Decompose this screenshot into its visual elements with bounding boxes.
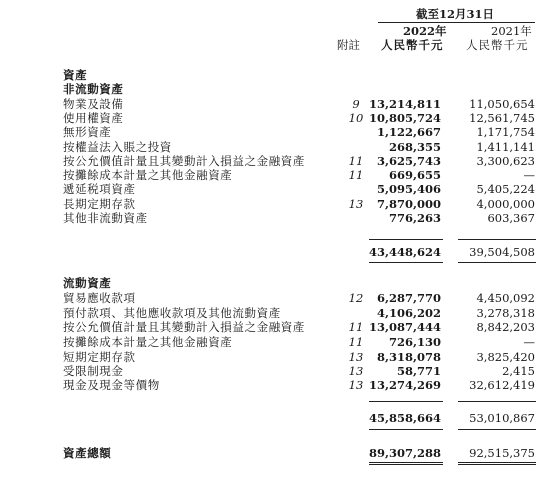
row-label: 其他非流動資產 bbox=[63, 211, 148, 225]
row-value-2021: 5,405,224 bbox=[476, 182, 535, 196]
non-current-total-2021: 39,504,508 bbox=[469, 245, 535, 259]
current-subtotal-rule-2022 bbox=[369, 401, 443, 402]
note-column-header: 附註 bbox=[337, 38, 360, 52]
row-label: 現金及現金等價物 bbox=[63, 378, 160, 392]
row-value-2022: 13,274,269 bbox=[368, 378, 441, 392]
row-value-2021: — bbox=[523, 168, 535, 182]
row-value-2022: 58,771 bbox=[396, 364, 441, 378]
row-note: 10 bbox=[348, 111, 364, 125]
year-2021-header: 2021年 bbox=[491, 24, 532, 38]
row-label: 使用權資產 bbox=[63, 111, 124, 125]
row-label: 按公允價值計量且其變動計入損益之金融資產 bbox=[63, 154, 305, 168]
current-total-bottom-rule-2022 bbox=[369, 429, 443, 430]
row-value-2021: 4,000,000 bbox=[476, 197, 535, 211]
row-value-2022: 8,318,078 bbox=[376, 350, 441, 364]
row-note: 9 bbox=[352, 97, 360, 111]
row-label: 遞延税項資產 bbox=[63, 182, 136, 196]
row-label: 按攤餘成本計量之其他金融資產 bbox=[63, 168, 233, 182]
row-value-2021: 4,450,092 bbox=[476, 291, 535, 305]
row-value-2021: 32,612,419 bbox=[469, 378, 535, 392]
row-label: 按公允價值計量且其變動計入損益之金融資產 bbox=[63, 320, 305, 334]
row-value-2021: 3,278,318 bbox=[476, 306, 535, 320]
row-value-2022: 776,263 bbox=[388, 211, 441, 225]
non-current-total-bottom-rule-2021 bbox=[458, 262, 536, 263]
row-label: 預付款項、其他應收款項及其他流動資產 bbox=[63, 306, 281, 320]
row-note: 13 bbox=[348, 197, 364, 211]
row-note: 12 bbox=[348, 291, 364, 305]
row-label: 短期定期存款 bbox=[63, 350, 136, 364]
row-label: 貿易應收款項 bbox=[63, 291, 136, 305]
row-label: 長期定期存款 bbox=[63, 197, 136, 211]
period-header: 截至12月31日 bbox=[416, 7, 495, 21]
row-note: 13 bbox=[348, 364, 364, 378]
non-current-subtotal-rule-2022 bbox=[369, 239, 443, 240]
grand-total-2022: 89,307,288 bbox=[368, 446, 441, 460]
year-2022-header: 2022年 bbox=[403, 24, 447, 38]
row-value-2022: 7,870,000 bbox=[376, 197, 441, 211]
row-value-2021: 3,825,420 bbox=[476, 350, 535, 364]
row-value-2022: 3,625,743 bbox=[376, 154, 441, 168]
row-note: 13 bbox=[348, 378, 364, 392]
grand-total-label: 資產總額 bbox=[63, 446, 112, 460]
grand-total-double-rule-2021 bbox=[458, 462, 536, 465]
assets-title: 資產 bbox=[63, 68, 88, 82]
row-value-2022: 268,355 bbox=[388, 140, 441, 154]
current-total-2022: 45,858,664 bbox=[368, 411, 441, 425]
row-note: 11 bbox=[348, 335, 364, 349]
grand-total-double-rule-2022 bbox=[369, 462, 443, 465]
row-value-2022: 1,122,667 bbox=[376, 125, 441, 139]
row-label: 受限制現金 bbox=[63, 364, 124, 378]
row-value-2022: 13,214,811 bbox=[368, 97, 441, 111]
row-value-2021: 8,842,203 bbox=[476, 320, 535, 334]
row-value-2022: 726,130 bbox=[388, 335, 441, 349]
unit-2021-header: 人民幣千元 bbox=[466, 38, 529, 52]
current-subtotal-rule-2021 bbox=[458, 401, 536, 402]
non-current-total-2022: 43,448,624 bbox=[368, 245, 441, 259]
row-value-2022: 5,095,406 bbox=[376, 182, 441, 196]
non-current-assets-title: 非流動資產 bbox=[63, 82, 124, 96]
row-label: 按權益法入賬之投資 bbox=[63, 140, 172, 154]
current-total-bottom-rule-2021 bbox=[458, 429, 536, 430]
row-value-2021: 603,367 bbox=[487, 211, 535, 225]
row-value-2021: 1,411,141 bbox=[476, 140, 535, 154]
row-value-2021: 12,561,745 bbox=[469, 111, 535, 125]
row-note: 13 bbox=[348, 350, 364, 364]
grand-total-2021: 92,515,375 bbox=[469, 446, 535, 460]
row-value-2021: 2,415 bbox=[502, 364, 535, 378]
row-label: 按攤餘成本計量之其他金融資產 bbox=[63, 335, 233, 349]
row-label: 無形資產 bbox=[63, 125, 112, 139]
row-note: 11 bbox=[348, 320, 364, 334]
row-value-2022: 4,106,202 bbox=[376, 306, 441, 320]
row-value-2021: 3,300,623 bbox=[476, 154, 535, 168]
row-label: 物業及設備 bbox=[63, 97, 124, 111]
period-header-rule bbox=[378, 22, 535, 23]
row-note: 11 bbox=[348, 168, 364, 182]
row-value-2021: 1,171,754 bbox=[476, 125, 535, 139]
current-assets-title: 流動資產 bbox=[63, 276, 112, 290]
row-value-2022: 669,655 bbox=[388, 168, 441, 182]
row-value-2022: 6,287,770 bbox=[376, 291, 441, 305]
unit-2022-header: 人民幣千元 bbox=[381, 38, 444, 52]
row-value-2021: — bbox=[523, 335, 535, 349]
non-current-subtotal-rule-2021 bbox=[458, 239, 536, 240]
current-total-2021: 53,010,867 bbox=[469, 411, 535, 425]
row-value-2022: 13,087,444 bbox=[368, 320, 441, 334]
row-value-2021: 11,050,654 bbox=[469, 97, 535, 111]
row-value-2022: 10,805,724 bbox=[368, 111, 441, 125]
row-note: 11 bbox=[348, 154, 364, 168]
non-current-total-bottom-rule-2022 bbox=[369, 262, 443, 263]
